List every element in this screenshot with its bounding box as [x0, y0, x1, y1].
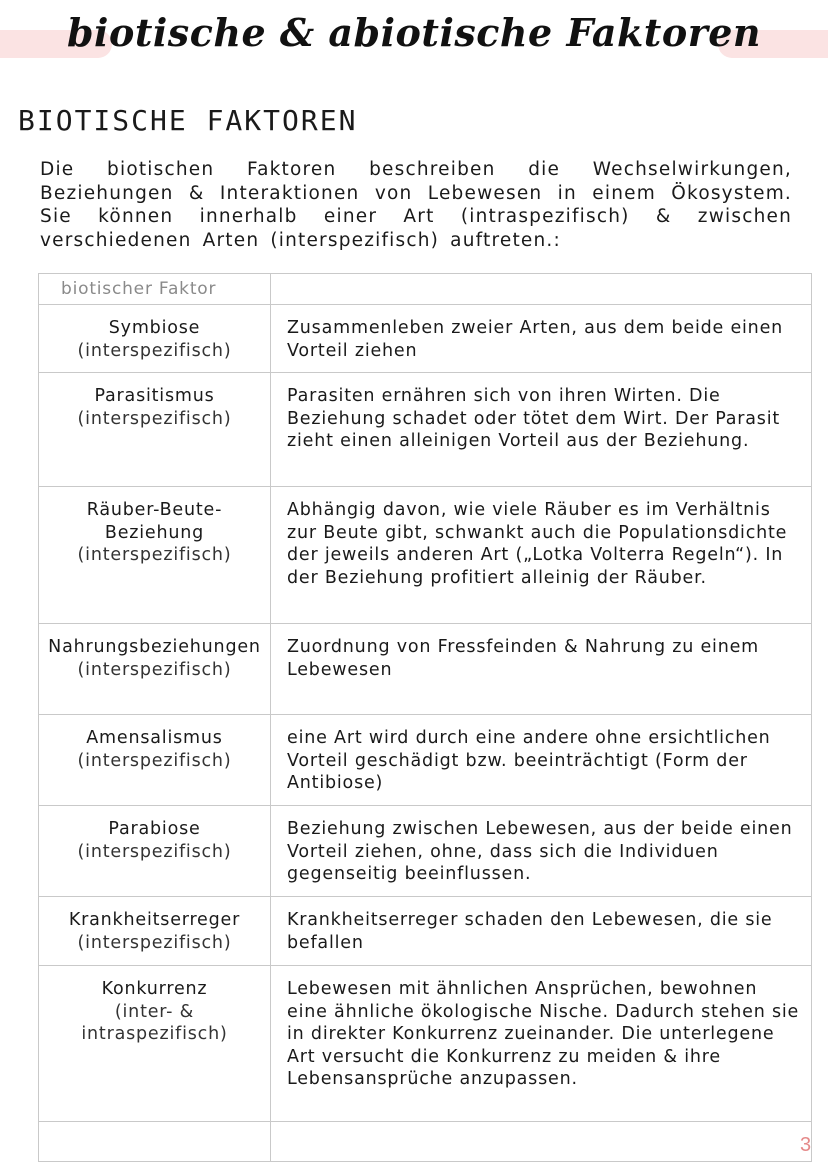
factor-type: (interspezifisch): [77, 659, 232, 680]
header-description: [271, 274, 812, 305]
table-row: [39, 487, 812, 624]
factor-cell: [39, 715, 271, 806]
factor-name: Nahrungsbeziehungen: [48, 637, 261, 657]
factor-name: Symbiose: [108, 318, 201, 338]
table-row: [39, 305, 812, 373]
factor-cell: [39, 806, 271, 897]
table-row: [39, 897, 812, 966]
page-title: biotische & abiotische Faktoren: [66, 10, 762, 55]
factor-type: (interspezifisch): [77, 340, 232, 361]
page-number: 3: [800, 1134, 812, 1156]
empty-cell: [39, 1122, 271, 1162]
table-row-empty: [39, 1122, 812, 1162]
table-row: [39, 624, 812, 715]
description-cell: Krankheitserreger schaden den Lebewesen, die sie befallen: [271, 897, 812, 966]
factor-name: Parabiose: [108, 819, 201, 839]
factor-cell: [39, 897, 271, 966]
factor-type: (interspezifisch): [77, 545, 232, 565]
factor-name: Krankheitserreger: [68, 910, 241, 930]
description-cell: Beziehung zwischen Lebewesen, aus der beide einen Vorteil ziehen, ohne, dass sich die Individuen gegenseitig beeinflussen.: [271, 806, 812, 897]
factor-cell: [39, 966, 271, 1122]
factor-type: (interspezifisch): [77, 750, 232, 771]
factor-name: Parasitismus: [94, 386, 215, 406]
description-cell: Abhängig davon, wie viele Räuber es im Verhältnis zur Beute gibt, schwankt auch die Populationsdichte der jeweils anderen Art („Lotka Volterra Regeln“). In der Beziehung profitiert alleinig der Räuber.: [271, 487, 812, 624]
intro-paragraph: Die biotischen Faktoren beschreiben die Wechselwirkungen, Beziehungen & Interaktionen von Lebewesen in einem Ökosystem. Sie können innerhalb einer Art (intraspezifisch) & zwischen verschiedenen Arten (interspezifisch) auftreten.:: [40, 159, 792, 251]
section-heading: BIOTISCHE FAKTOREN: [18, 104, 358, 137]
table-row: [39, 373, 812, 487]
biotic-factors-table: [38, 273, 812, 1162]
description-cell: Lebewesen mit ähnlichen Ansprüchen, bewohnen eine ähnliche ökologische Nische. Dadurch stehen sie in direkter Konkurrenz zueinander. Die unterlegene Art versucht die Konkurrenz zu meiden & ihre Lebensansprüche anzupassen.: [271, 966, 812, 1122]
factor-cell: [39, 305, 271, 373]
factor-cell: [39, 487, 271, 624]
factor-type: (inter- & intraspezifisch): [81, 1001, 228, 1044]
empty-cell: [271, 1122, 812, 1162]
table-row: [39, 966, 812, 1122]
header-factor: biotischer Faktor: [39, 274, 271, 305]
description-cell: Zusammenleben zweier Arten, aus dem beide einen Vorteil ziehen: [271, 305, 812, 373]
table-header-row: [39, 274, 812, 305]
description-cell: Parasiten ernähren sich von ihren Wirten. Die Beziehung schadet oder tötet dem Wirt. Der Parasit zieht einen alleinigen Vorteil aus der Beziehung.: [271, 373, 812, 487]
factor-name: Räuber-Beute-Beziehung: [86, 500, 223, 543]
factor-cell: [39, 624, 271, 715]
description-cell: Zuordnung von Fressfeinden & Nahrung zu einem Lebewesen: [271, 624, 812, 715]
factor-cell: [39, 373, 271, 487]
factor-name: Amensalismus: [86, 728, 223, 748]
table-row: [39, 715, 812, 806]
factor-type: (interspezifisch): [77, 408, 232, 429]
table-row: [39, 806, 812, 897]
factor-name: Konkurrenz: [101, 979, 208, 999]
factor-type: (interspezifisch): [77, 841, 232, 862]
factor-type: (interspezifisch): [77, 932, 232, 953]
description-cell: eine Art wird durch eine andere ohne ersichtlichen Vorteil geschädigt bzw. beeinträchtigt (Form der Antibiose): [271, 715, 812, 806]
